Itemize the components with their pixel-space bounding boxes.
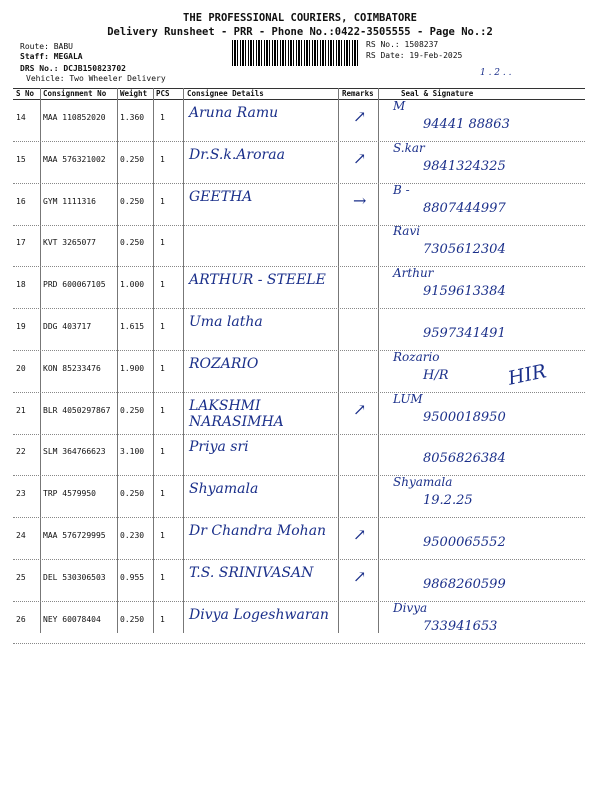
row-pcs: 1 <box>160 489 165 499</box>
row-weight: 3.100 <box>120 447 145 457</box>
row-pcs: 1 <box>160 280 165 290</box>
row-sno: 21 <box>16 405 26 415</box>
row-weight: 1.360 <box>120 113 145 122</box>
rs-date: RS Date: 19-Feb-2025 <box>366 51 463 60</box>
row-pcs: 1 <box>160 113 165 122</box>
phone-handwritten: 9868260599 <box>423 576 506 592</box>
vehicle-label: Vehicle: Two Wheeler Delivery <box>26 74 166 83</box>
table-row <box>13 350 585 393</box>
staff-label: Staff: MEGALA <box>20 52 83 61</box>
col-seal-signature: Seal & Signature <box>401 89 474 98</box>
table-row <box>13 99 585 142</box>
row-pcs: 1 <box>160 322 165 331</box>
row-pcs: 1 <box>160 363 165 373</box>
route-label: Route: BABU <box>20 42 73 51</box>
remark-mark: → <box>353 190 367 210</box>
phone-handwritten: 94441 88863 <box>423 117 510 132</box>
row-sno: 20 <box>16 363 26 373</box>
row-weight: 0.250 <box>120 405 145 415</box>
row-sno: 26 <box>16 614 26 624</box>
signature: Shyamala <box>393 475 453 490</box>
row-pcs: 1 <box>160 614 165 624</box>
phone-handwritten: 9500018950 <box>423 409 506 425</box>
row-weight: 0.955 <box>120 572 145 582</box>
corner-handwritten-note: 1 . 2 . . <box>480 68 512 78</box>
signature: S.kar <box>393 140 425 155</box>
phone-handwritten: 7305612304 <box>423 242 506 258</box>
drs-number: DRS No.: DCJB150823702 <box>20 64 126 73</box>
row-weight: 0.250 <box>120 238 145 248</box>
row-sno: 18 <box>16 280 26 290</box>
col-weight: Weight <box>120 89 148 98</box>
remark-mark: ↗ <box>353 107 367 126</box>
consignee-handwritten: Dr Chandra Mohan <box>189 523 327 539</box>
row-consignment: SLM 364766623 <box>43 447 106 457</box>
table-row <box>13 517 585 560</box>
phone-handwritten: 8056826384 <box>423 451 506 467</box>
row-consignment: NEY 60078404 <box>43 614 101 624</box>
row-consignment: PRD 600067105 <box>43 280 106 290</box>
consignee-handwritten: LAKSHMI NARASIMHA <box>189 397 284 430</box>
phone-handwritten: 733941653 <box>423 618 498 634</box>
table-row <box>13 141 585 184</box>
row-consignment: DDG 403717 <box>43 322 92 331</box>
consignee-handwritten: ARTHUR - STEELE <box>189 272 326 289</box>
consignee-handwritten: ROZARIO <box>189 355 259 372</box>
row-pcs: 1 <box>160 405 165 415</box>
barcode-image <box>232 40 358 66</box>
table-row <box>13 308 585 351</box>
table-row <box>13 392 585 435</box>
consignee-handwritten: T.S. SRINIVASAN <box>189 564 314 581</box>
row-weight: 1.000 <box>120 280 145 290</box>
col-pcs: PCS <box>156 89 170 98</box>
row-weight: 0.250 <box>120 196 145 206</box>
phone-handwritten: 9841324325 <box>423 158 506 174</box>
row-consignment: KVT 3265077 <box>43 238 96 248</box>
remark-mark: ↗ <box>353 566 367 586</box>
signature: LUM <box>393 391 423 406</box>
row-pcs: 1 <box>160 447 165 457</box>
hir-note: HIR <box>506 360 549 390</box>
remark-mark: ↗ <box>353 148 367 168</box>
row-consignment: GYM 1111316 <box>43 196 96 206</box>
table-row <box>13 183 585 226</box>
row-weight: 0.250 <box>120 154 145 164</box>
remark-mark: ↗ <box>353 525 367 544</box>
row-pcs: 1 <box>160 572 165 582</box>
runsheet-subtitle: Delivery Runsheet - PRR - Phone No.:0422-3505555 - Page No.:2 <box>107 26 493 38</box>
phone-handwritten: 19.2.25 <box>423 493 473 509</box>
row-consignment: TRP 4579950 <box>43 489 96 499</box>
table-row <box>13 559 585 602</box>
signature: Ravi <box>393 224 421 239</box>
phone-handwritten: 9597341491 <box>423 326 506 341</box>
row-sno: 25 <box>16 572 26 582</box>
col-consignment: Consignment No <box>43 89 107 98</box>
table-row <box>13 475 585 518</box>
col-sno: S No <box>16 89 35 98</box>
remark-mark: ↗ <box>353 399 367 419</box>
row-pcs: 1 <box>160 238 165 248</box>
signature: Rozario <box>393 349 440 364</box>
phone-handwritten: 9159613384 <box>423 284 506 300</box>
row-pcs: 1 <box>160 154 165 164</box>
col-remarks: Remarks <box>342 89 374 98</box>
row-sno: 14 <box>16 113 26 122</box>
table-row <box>13 433 585 476</box>
row-sno: 17 <box>16 238 26 248</box>
row-consignment: DEL 530306503 <box>43 572 106 582</box>
signature: Divya <box>393 600 428 615</box>
signature: Arthur <box>393 266 434 281</box>
rs-number: RS No.: 1508237 <box>366 40 439 49</box>
phone-handwritten: H/R <box>423 367 449 383</box>
phone-handwritten: 8807444997 <box>423 200 506 216</box>
row-weight: 0.250 <box>120 489 145 499</box>
table-row <box>13 601 585 644</box>
row-consignment: KON 85233476 <box>43 363 101 373</box>
consignee-handwritten: GEETHA <box>189 188 253 205</box>
row-sno: 16 <box>16 196 26 206</box>
row-weight: 0.230 <box>120 531 145 540</box>
consignee-handwritten: Divya Logeshwaran <box>189 606 329 623</box>
consignee-handwritten: Shyamala <box>189 481 259 498</box>
row-pcs: 1 <box>160 196 165 206</box>
row-consignment: MAA 110852020 <box>43 113 106 122</box>
col-consignee: Consignee Details <box>187 89 264 98</box>
consignee-handwritten: Aruna Ramu <box>189 105 279 121</box>
row-consignment: BLR 4050297867 <box>43 405 111 415</box>
row-sno: 24 <box>16 531 26 540</box>
row-weight: 0.250 <box>120 614 145 624</box>
row-sno: 23 <box>16 489 26 499</box>
table-row <box>13 266 585 309</box>
row-consignment: MAA 576321002 <box>43 154 106 164</box>
phone-handwritten: 9500065552 <box>423 535 506 550</box>
consignee-handwritten: Priya sri <box>189 439 249 456</box>
signature: B - <box>393 182 410 197</box>
row-weight: 1.615 <box>120 322 145 331</box>
row-sno: 19 <box>16 322 26 331</box>
consignee-handwritten: Dr.S.k.Aroraa <box>189 146 285 163</box>
consignee-handwritten: Uma latha <box>189 314 263 330</box>
row-weight: 1.900 <box>120 363 145 373</box>
row-sno: 15 <box>16 154 26 164</box>
signature: M <box>393 99 406 113</box>
row-sno: 22 <box>16 447 26 457</box>
company-title: THE PROFESSIONAL COURIERS, COIMBATORE <box>183 12 417 24</box>
table-row <box>13 224 585 267</box>
row-consignment: MAA 576729995 <box>43 531 106 540</box>
row-pcs: 1 <box>160 531 165 540</box>
